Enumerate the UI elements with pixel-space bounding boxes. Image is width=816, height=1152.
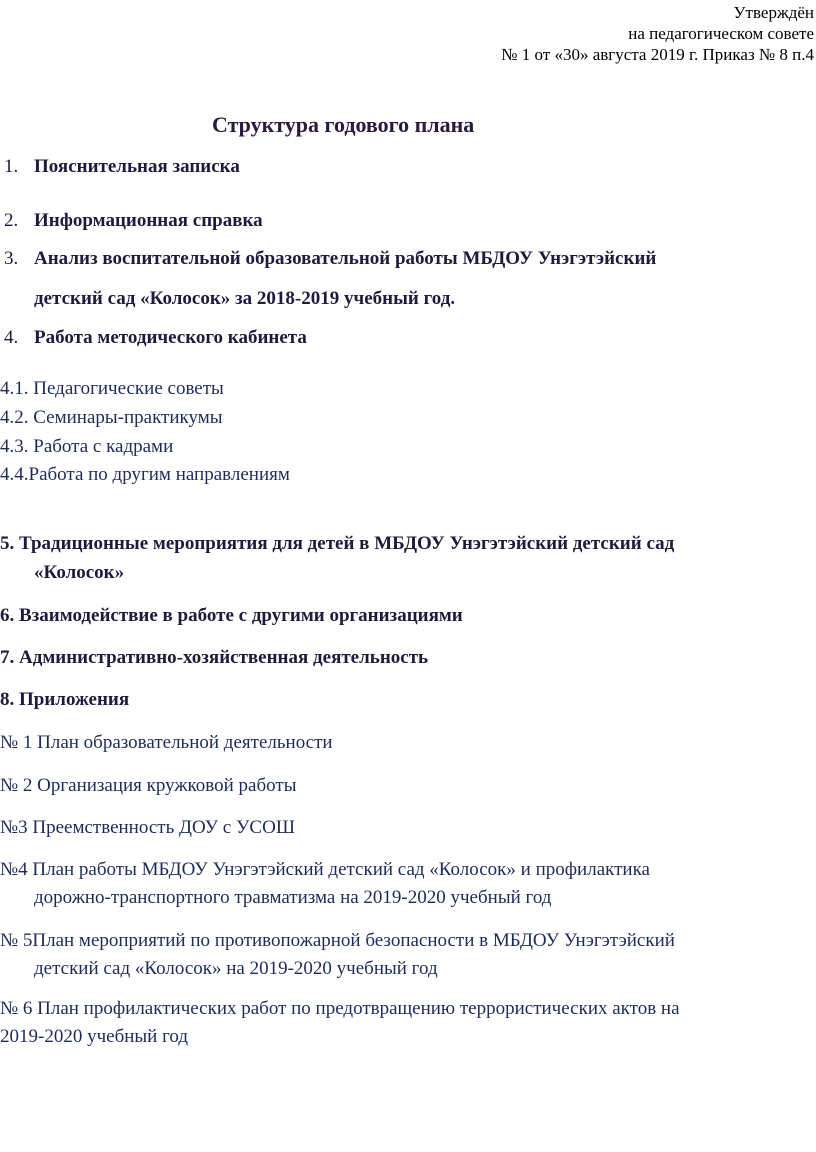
appendix-2: № 2 Организация кружковой работы [0, 775, 297, 796]
list-item-1 [4, 156, 240, 178]
appendix-6-line-2: 2019-2020 учебный год [0, 1026, 189, 1047]
section-5-line-2: «Колосок» [34, 562, 125, 583]
subitem-4-1: 4.1. Педагогические советы [0, 378, 224, 399]
approval-line-1: Утверждён [733, 3, 814, 22]
subitem-4-3: 4.3. Работа с кадрами [0, 436, 174, 457]
list-item-4 [4, 327, 307, 349]
appendix-6-line-1: № 6 План профилактических работ по предотвращению террористических актов на [0, 998, 680, 1019]
subitem-4-4: 4.4.Работа по другим направлениям [0, 464, 290, 485]
list-item-text: Информационная справка [34, 210, 263, 231]
subitem-4-2: 4.2. Семинары-практикумы [0, 407, 223, 428]
appendix-4-line-1: №4 План работы МБДОУ Унэгэтэйский детский сад «Колосок» и профилактика [0, 859, 650, 880]
list-item-3-continuation: детский сад «Колосок» за 2018-2019 учебный год. [34, 288, 456, 309]
section-5-line-1: 5. Традиционные мероприятия для детей в МБДОУ Унэгэтэйский детский сад [0, 533, 675, 554]
list-item-text: Работа методического кабинета [34, 327, 307, 348]
section-6: 6. Взаимодействие в работе с другими организациями [0, 605, 463, 626]
list-item-number: 3. [4, 248, 19, 269]
approval-line-3: № 1 от «30» августа 2019 г. Приказ № 8 п.4 [501, 45, 814, 64]
list-item-3 [4, 248, 656, 270]
section-8: 8. Приложения [0, 689, 130, 710]
appendix-5-line-2: детский сад «Колосок» на 2019-2020 учебный год [34, 958, 438, 979]
appendix-1: № 1 План образовательной деятельности [0, 732, 333, 753]
list-item-2 [4, 210, 263, 232]
section-7: 7. Административно-хозяйственная деятельность [0, 647, 429, 668]
appendix-4-line-2: дорожно-транспортного травматизма на 2019-2020 учебный год [34, 887, 552, 908]
appendix-5-line-1: № 5План мероприятий по противопожарной безопасности в МБДОУ Унэгэтэйский [0, 930, 675, 951]
appendix-3: №3 Преемственность ДОУ с УСОШ [0, 817, 295, 838]
approval-line-2: на педагогическом совете [628, 24, 814, 43]
list-item-text: Анализ воспитательной образовательной работы МБДОУ Унэгэтэйский [34, 248, 657, 269]
list-item-number: 1. [4, 156, 19, 177]
page-title: Структура годового плана [212, 112, 475, 137]
list-item-text: Пояснительная записка [34, 156, 240, 177]
list-item-number: 4. [4, 327, 19, 348]
list-item-number: 2. [4, 210, 19, 231]
approval-block [501, 2, 814, 65]
